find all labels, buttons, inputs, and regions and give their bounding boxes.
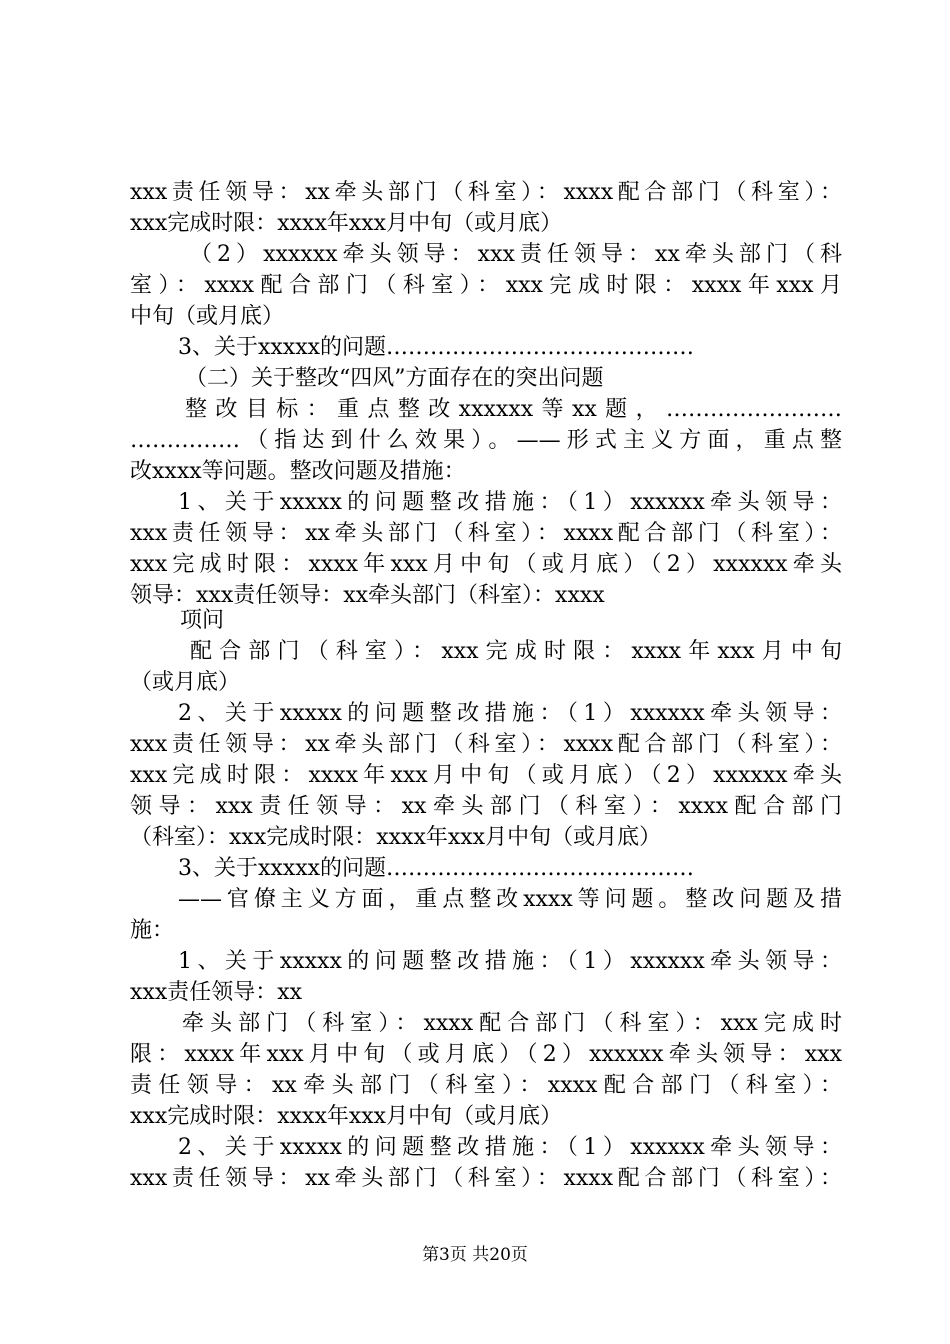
paragraph-line: xxx完成时限：xxxx年xxx月中旬（或月底） (130, 211, 563, 236)
paragraph-line: xxx责任领导：xx牵头部门（科室）：xxxx配合部门（科室）： (130, 521, 842, 546)
paragraph-line: 3、关于xxxxx的问题…………………………………… (178, 335, 695, 360)
paragraph-line: 领导：xxx责任领导：xx牵头部门（科室）：xxxx (130, 583, 605, 608)
paragraph-line: ——官僚主义方面，重点整改xxxx等问题。整改问题及措 (178, 887, 842, 912)
paragraph-line: xxx完成时限：xxxx年xxx月中旬（或月底）（2）xxxxxx牵头 (130, 552, 842, 577)
paragraph-line: xxx责任领导：xx (130, 980, 303, 1005)
paragraph-line: 牵头部门（科室）：xxxx配合部门（科室）：xxx完成时 (182, 1011, 842, 1036)
paragraph-line: xxx责任领导：xx牵头部门（科室）：xxxx配合部门（科室）： (130, 1166, 842, 1191)
paragraph-line: 责任领导：xx牵头部门（科室）：xxxx配合部门（科室）： (130, 1073, 842, 1098)
paragraph-line: 1、关于xxxxx的问题整改措施：（1）xxxxxx牵头领导： (178, 490, 842, 515)
paragraph-line: 项问 (180, 608, 225, 633)
paragraph-line: 3、关于xxxxx的问题…………………………………… (178, 856, 695, 881)
paragraph-line: （科室）：xxx完成时限：xxxx年xxx月中旬（或月底） (130, 825, 662, 850)
paragraph-line: 施： (130, 918, 175, 943)
paragraph-line: 配合部门（科室）：xxx完成时限：xxxx年xxx月中旬 (190, 639, 842, 664)
paragraph-line: 改xxxx等问题。整改问题及措施： (130, 459, 466, 484)
paragraph-line: 1、关于xxxxx的问题整改措施：（1）xxxxxx牵头领导： (178, 949, 842, 974)
paragraph-line: 室）：xxxx配合部门（科室）：xxx完成时限：xxxx年xxx月 (130, 273, 842, 298)
paragraph-line: 限：xxxx年xxx月中旬（或月底）（2）xxxxxx牵头领导：xxx (130, 1042, 842, 1067)
paragraph-line: 2、关于xxxxx的问题整改措施：（1）xxxxxx牵头领导： (178, 1135, 842, 1160)
paragraph-line: ……………（指达到什么效果）。——形式主义方面，重点整 (130, 428, 842, 453)
paragraph-line: xxx责任领导：xx牵头部门（科室）：xxxx配合部门（科室）： (130, 732, 842, 757)
paragraph-line: 领导：xxx责任领导：xx牵头部门（科室）：xxxx配合部门 (130, 794, 842, 819)
paragraph-line: xxx完成时限：xxxx年xxx月中旬（或月底）（2）xxxxxx牵头 (130, 763, 842, 788)
paragraph-line: （或月底） (130, 670, 241, 695)
paragraph-line: 2、关于xxxxx的问题整改措施：（1）xxxxxx牵头领导： (178, 701, 842, 726)
section-heading: （二）关于整改“四风”方面存在的突出问题 (185, 366, 604, 391)
paragraph-line: xxx责任领导：xx牵头部门（科室）：xxxx配合部门（科室）： (130, 180, 842, 205)
paragraph-line: xxx完成时限：xxxx年xxx月中旬（或月底） (130, 1104, 563, 1129)
paragraph-line: （2）xxxxxx牵头领导：xxx责任领导：xx牵头部门（科 (190, 242, 842, 267)
paragraph-line: 中旬（或月底） (130, 304, 285, 329)
paragraph-line: 整改目标：重点整改xxxxxx等xx题，…………………… (185, 397, 842, 422)
page-number-footer: 第3页 共20页 (422, 1245, 528, 1265)
